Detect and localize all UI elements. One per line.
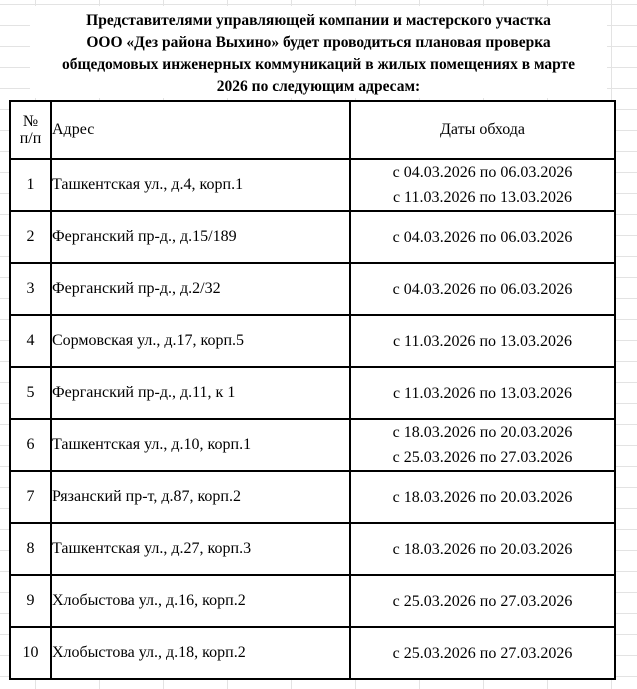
- address-cell: Ташкентская ул., д.4, корп.1: [51, 159, 350, 211]
- address-cell: Рязанский пр-т, д.87, корп.2: [51, 471, 350, 523]
- table-body: [10, 159, 615, 679]
- heading-line: Представителями управляющей компании и мастерского участка: [86, 12, 551, 29]
- number-header-line1: №: [22, 113, 39, 130]
- row-number-cell: 6: [10, 419, 51, 471]
- number-column-header: [10, 101, 51, 159]
- address-cell: Ферганский пр-д., д.15/189: [51, 211, 350, 263]
- address-cell: Хлобыстова ул., д.16, корп.2: [51, 575, 350, 627]
- address-cell: Ташкентская ул., д.10, корп.1: [51, 419, 350, 471]
- dates-cell: [350, 315, 615, 367]
- row-number-cell: 4: [10, 315, 51, 367]
- dates-cell: [350, 471, 615, 523]
- heading-line: ООО «Дез района Выхино» будет проводиться плановая проверка: [86, 34, 551, 51]
- date-range: с 18.03.2026 по 20.03.2026: [392, 488, 573, 506]
- table-row: [10, 263, 615, 315]
- dates-cell: [350, 263, 615, 315]
- date-range: с 18.03.2026 по 20.03.2026: [392, 424, 573, 441]
- address-cell: Хлобыстова ул., д.18, корп.2: [51, 627, 350, 679]
- row-number-cell: 3: [10, 263, 51, 315]
- date-range: с 11.03.2026 по 13.03.2026: [392, 332, 573, 350]
- dates-cell: [350, 575, 615, 627]
- row-number-cell: 5: [10, 367, 51, 419]
- dates-cell: [350, 627, 615, 679]
- row-number-cell: 7: [10, 471, 51, 523]
- row-number-cell: 8: [10, 523, 51, 575]
- table-row: [10, 627, 615, 679]
- dates-cell: [350, 367, 615, 419]
- address-cell: Ферганский пр-д., д.11, к 1: [51, 367, 350, 419]
- table-row: [10, 159, 615, 211]
- table-row: [10, 575, 615, 627]
- date-range: с 25.03.2026 по 27.03.2026: [392, 644, 573, 662]
- date-range: с 04.03.2026 по 06.03.2026: [392, 164, 573, 181]
- row-number-cell: 9: [10, 575, 51, 627]
- table-row: [10, 419, 615, 471]
- address-cell: Ташкентская ул., д.27, корп.3: [51, 523, 350, 575]
- date-range: с 25.03.2026 по 27.03.2026: [392, 592, 573, 610]
- heading-line: 2026 по следующим адресам:: [216, 78, 421, 95]
- date-range: с 04.03.2026 по 06.03.2026: [392, 280, 573, 298]
- date-range: с 11.03.2026 по 13.03.2026: [392, 384, 573, 402]
- date-range: с 11.03.2026 по 13.03.2026: [392, 189, 573, 206]
- heading-line: общедомовых инженерных коммуникаций в жилых помещениях в марте: [61, 56, 576, 73]
- table-row: [10, 367, 615, 419]
- dates-cell: [350, 419, 615, 471]
- row-number-cell: 10: [10, 627, 51, 679]
- dates-cell: [350, 159, 615, 211]
- dates-cell: [350, 523, 615, 575]
- row-number-cell: 1: [10, 159, 51, 211]
- inspection-schedule-table: [9, 100, 616, 680]
- address-column-header: Адрес: [51, 101, 350, 159]
- row-number-cell: 2: [10, 211, 51, 263]
- address-cell: Сормовская ул., д.17, корп.5: [51, 315, 350, 367]
- table-row: [10, 523, 615, 575]
- dates-column-header: Даты обхода: [350, 101, 615, 159]
- number-header-line2: п/п: [19, 130, 42, 147]
- header-row: [10, 101, 615, 159]
- table-row: [10, 211, 615, 263]
- dates-cell: [350, 211, 615, 263]
- date-range: с 25.03.2026 по 27.03.2026: [392, 449, 573, 466]
- address-cell: Ферганский пр-д., д.2/32: [51, 263, 350, 315]
- notice-heading: [30, 6, 607, 98]
- table-row: [10, 471, 615, 523]
- date-range: с 04.03.2026 по 06.03.2026: [392, 228, 573, 246]
- date-range: с 18.03.2026 по 20.03.2026: [392, 540, 573, 558]
- table-row: [10, 315, 615, 367]
